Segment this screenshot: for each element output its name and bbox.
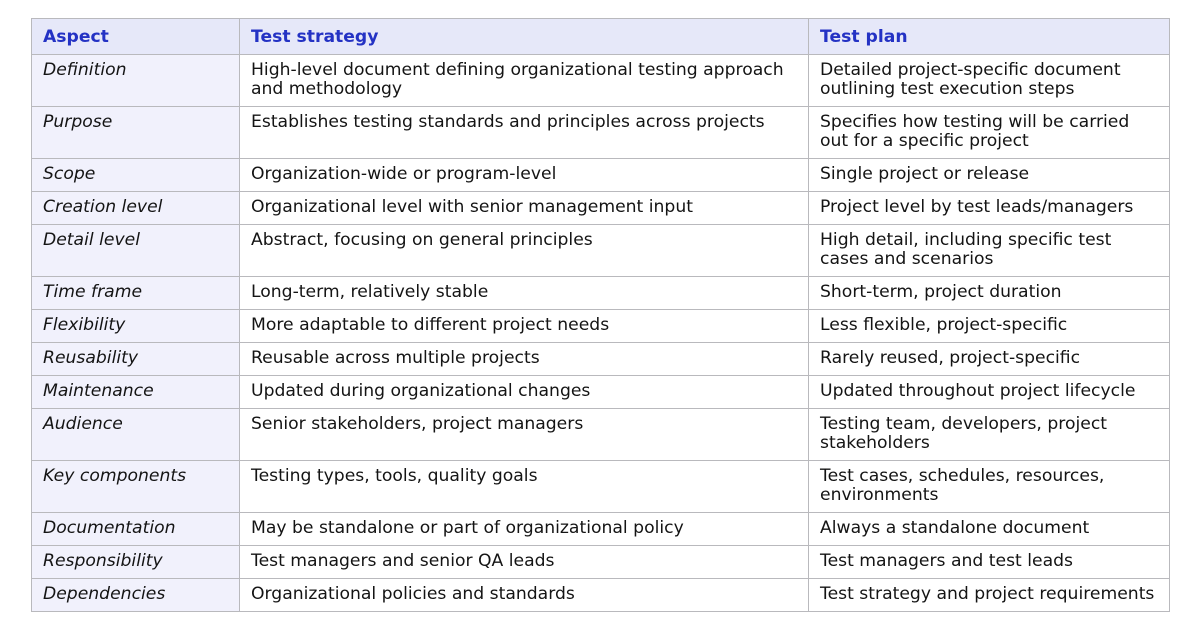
test-plan-cell: Test managers and test leads [809,546,1170,579]
test-strategy-cell: Organization-wide or program-level [240,159,809,192]
aspect-cell: Documentation [32,513,240,546]
test-plan-cell: High detail, including specific test cases and scenarios [809,225,1170,277]
table-row [32,277,1170,310]
test-plan-cell: Test strategy and project requirements [809,579,1170,612]
test-strategy-cell: Test managers and senior QA leads [240,546,809,579]
table-row [32,461,1170,513]
aspect-cell: Time frame [32,277,240,310]
table-row [32,376,1170,409]
test-plan-cell: Updated throughout project lifecycle [809,376,1170,409]
aspect-cell: Scope [32,159,240,192]
table-body [32,55,1170,612]
test-plan-cell: Single project or release [809,159,1170,192]
test-plan-cell: Always a standalone document [809,513,1170,546]
test-plan-cell: Testing team, developers, project stakeholders [809,409,1170,461]
aspect-cell: Definition [32,55,240,107]
aspect-cell: Purpose [32,107,240,159]
aspect-cell: Key components [32,461,240,513]
test-strategy-cell: Abstract, focusing on general principles [240,225,809,277]
aspect-cell: Creation level [32,192,240,225]
header-aspect: Aspect [32,19,240,55]
aspect-cell: Dependencies [32,579,240,612]
test-strategy-cell: Testing types, tools, quality goals [240,461,809,513]
test-strategy-cell: Long-term, relatively stable [240,277,809,310]
aspect-cell: Responsibility [32,546,240,579]
test-plan-cell: Short-term, project duration [809,277,1170,310]
test-strategy-cell: May be standalone or part of organizational policy [240,513,809,546]
aspect-cell: Maintenance [32,376,240,409]
comparison-table [31,18,1170,612]
aspect-cell: Reusability [32,343,240,376]
test-strategy-cell: Reusable across multiple projects [240,343,809,376]
test-plan-cell: Test cases, schedules, resources, environments [809,461,1170,513]
test-plan-cell: Rarely reused, project-specific [809,343,1170,376]
table-row [32,55,1170,107]
table-row [32,546,1170,579]
test-strategy-cell: High-level document defining organizational testing approach and methodology [240,55,809,107]
aspect-cell: Detail level [32,225,240,277]
test-plan-cell: Less flexible, project-specific [809,310,1170,343]
test-plan-cell: Specifies how testing will be carried out for a specific project [809,107,1170,159]
table-row [32,159,1170,192]
aspect-cell: Flexibility [32,310,240,343]
comparison-table-wrapper [31,18,1169,612]
table-row [32,409,1170,461]
test-strategy-cell: Organizational level with senior management input [240,192,809,225]
aspect-cell: Audience [32,409,240,461]
test-strategy-cell: More adaptable to different project needs [240,310,809,343]
table-row [32,225,1170,277]
test-strategy-cell: Organizational policies and standards [240,579,809,612]
header-test-plan: Test plan [809,19,1170,55]
test-strategy-cell: Senior stakeholders, project managers [240,409,809,461]
table-row [32,513,1170,546]
table-row [32,579,1170,612]
table-row [32,310,1170,343]
test-strategy-cell: Updated during organizational changes [240,376,809,409]
header-test-strategy: Test strategy [240,19,809,55]
table-header-row [32,19,1170,55]
table-row [32,107,1170,159]
test-plan-cell: Detailed project-specific document outlining test execution steps [809,55,1170,107]
table-row [32,343,1170,376]
table-row [32,192,1170,225]
test-strategy-cell: Establishes testing standards and principles across projects [240,107,809,159]
test-plan-cell: Project level by test leads/managers [809,192,1170,225]
